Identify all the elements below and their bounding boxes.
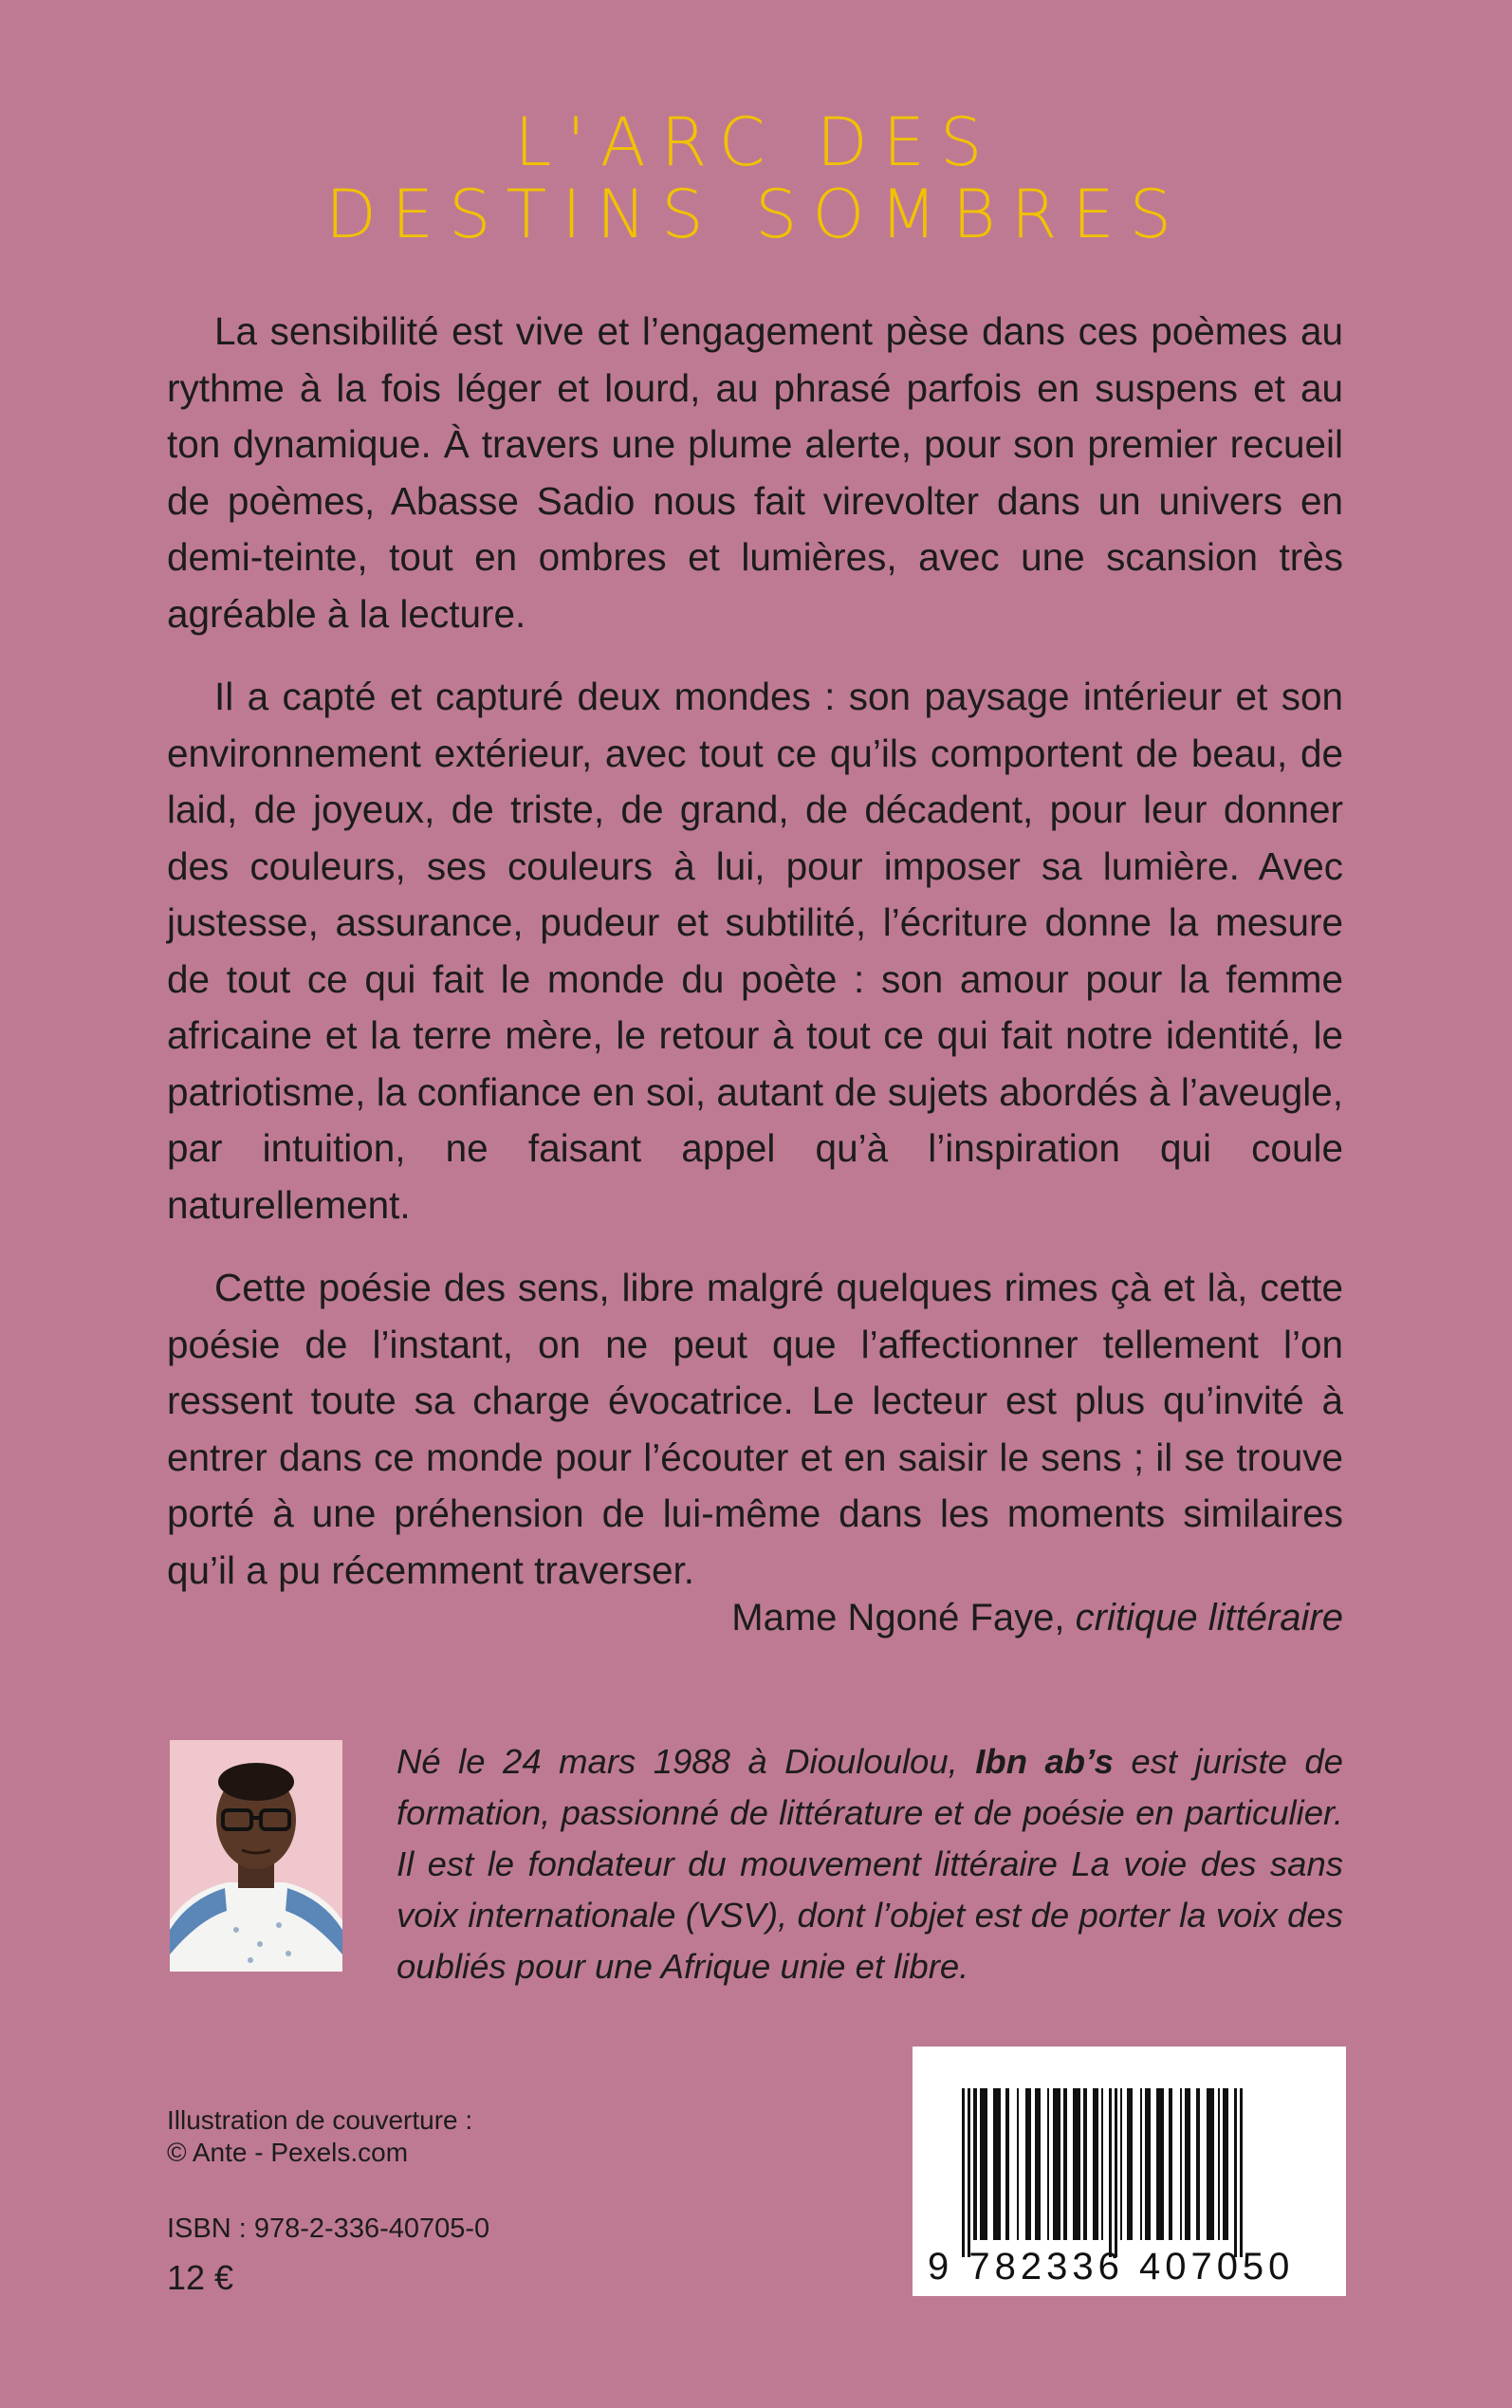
barcode-bar	[1035, 2088, 1041, 2240]
isbn-number: ISBN : 978-2-336-40705-0	[167, 2214, 490, 2244]
barcode-bar	[962, 2088, 965, 2257]
barcode-bar	[1115, 2088, 1117, 2257]
critic-signature	[731, 1594, 1343, 1641]
barcode-bar	[1063, 2088, 1067, 2240]
barcode-bar	[1140, 2088, 1142, 2240]
blurb-paragraph-1: La sensibilité est vive et l’engagement pèse dans ces poèmes au rythme à la fois léger et lourd, au phrasé parfois en suspens et au ton dynamique. À travers une plume alerte, pour son premier recueil de poèmes, Abasse Sadio nous fait virevolter dans un univers en demi-teinte, tout en ombres et lumières, avec une scansion très agréable à la lecture.	[167, 309, 1343, 636]
barcode-bar	[1005, 2088, 1009, 2240]
barcode-bar	[1169, 2088, 1172, 2240]
author-portrait-illustration	[170, 1740, 342, 1972]
barcode-bar	[1109, 2088, 1112, 2257]
barcode-bar	[1240, 2088, 1243, 2257]
cover-credit-label: Illustration de couverture :	[167, 2105, 473, 2135]
cover-credit-source: © Ante - Pexels.com	[167, 2138, 409, 2167]
blurb-paragraph-2: Il a capté et capturé deux mondes : son paysage intérieur et son environnement extérieur, avec tout ce qu’ils comportent de beau, de laid, de joyeux, de triste, de grand, de décadent, pour leur donner des couleurs, ses couleurs à lui, pour imposer sa lumière. Avec justesse, assurance, pudeur et subtilité, l’écriture donne la mesure de tout ce qui fait le monde du poète : son amour pour la femme africaine et la terre mère, le retour à tout ce qui fait notre identité, le patriotisme, la confiance en soi, autant de sujets abordés à l’aveugle, par intuition, ne faisant appel qu’à l’inspiration qui coule naturellement.	[167, 675, 1343, 1227]
barcode	[913, 2047, 1346, 2296]
barcode-bar	[1207, 2088, 1214, 2240]
barcode-bar	[1101, 2088, 1103, 2240]
barcode-bar	[1025, 2088, 1031, 2240]
barcode-bar	[1120, 2088, 1122, 2240]
barcode-bar	[973, 2088, 977, 2240]
critic-role: critique littéraire	[1075, 1597, 1343, 1639]
barcode-bar	[968, 2088, 970, 2257]
book-title-line-2: DESTINS SOMBRES	[324, 176, 1188, 253]
barcode-bar	[980, 2088, 987, 2240]
author-bio	[396, 1736, 1343, 1992]
barcode-digits: 9 782336 407050	[928, 2246, 1295, 2288]
barcode-bar	[1218, 2088, 1220, 2240]
barcode-bar	[1017, 2088, 1019, 2240]
barcode-bar	[1196, 2088, 1200, 2240]
blurb-paragraph-3: Cette poésie des sens, libre malgré quelques rimes çà et là, cette poésie de l’instant, on ne peut que l’affectionner tellement l’on ressent toute sa charge évocatrice. Le lecteur est plus qu’invité à entrer dans ce monde pour l’écouter et en saisir le sens ; il se trouve porté à une préhension de lui-même dans les moments similaires qu’il a pu récemment traverser.	[167, 1266, 1343, 1592]
bio-text: est juriste de formation, passionné de littérature et de poésie en particulier. Il est le fondateur du mouvement littéraire La voie des sans voix internationale (VSV), dont l’objet est de porter la voix des oubliés pour une Afrique unie et libre.	[396, 1742, 1343, 1986]
barcode-bar	[1180, 2088, 1182, 2240]
barcode-bar	[1093, 2088, 1098, 2240]
barcode-bar	[1234, 2088, 1237, 2257]
barcode-bar	[1127, 2088, 1133, 2240]
barcode-bar	[1083, 2088, 1087, 2240]
barcode-bar	[1073, 2088, 1080, 2240]
bio-author-name: Ibn ab’s	[975, 1742, 1114, 1781]
barcode-bar	[1047, 2088, 1049, 2240]
barcode-bar	[1053, 2088, 1060, 2240]
author-photo	[170, 1740, 342, 1972]
cover-credit	[167, 2104, 472, 2169]
barcode-bar	[993, 2088, 1001, 2240]
critic-name: Mame Ngoné Faye,	[731, 1597, 1065, 1639]
barcode-bar	[1145, 2088, 1151, 2240]
bio-intro: Né le 24 mars 1988 à Diouloulou,	[396, 1742, 958, 1781]
back-cover-blurb	[167, 304, 1343, 1625]
barcode-bar	[1156, 2088, 1164, 2240]
barcode-bar	[1185, 2088, 1190, 2240]
price: 12 €	[167, 2258, 234, 2297]
barcode-bar	[1223, 2088, 1228, 2240]
book-title	[0, 103, 1512, 253]
book-title-line-1: L'ARC DES	[514, 103, 998, 181]
